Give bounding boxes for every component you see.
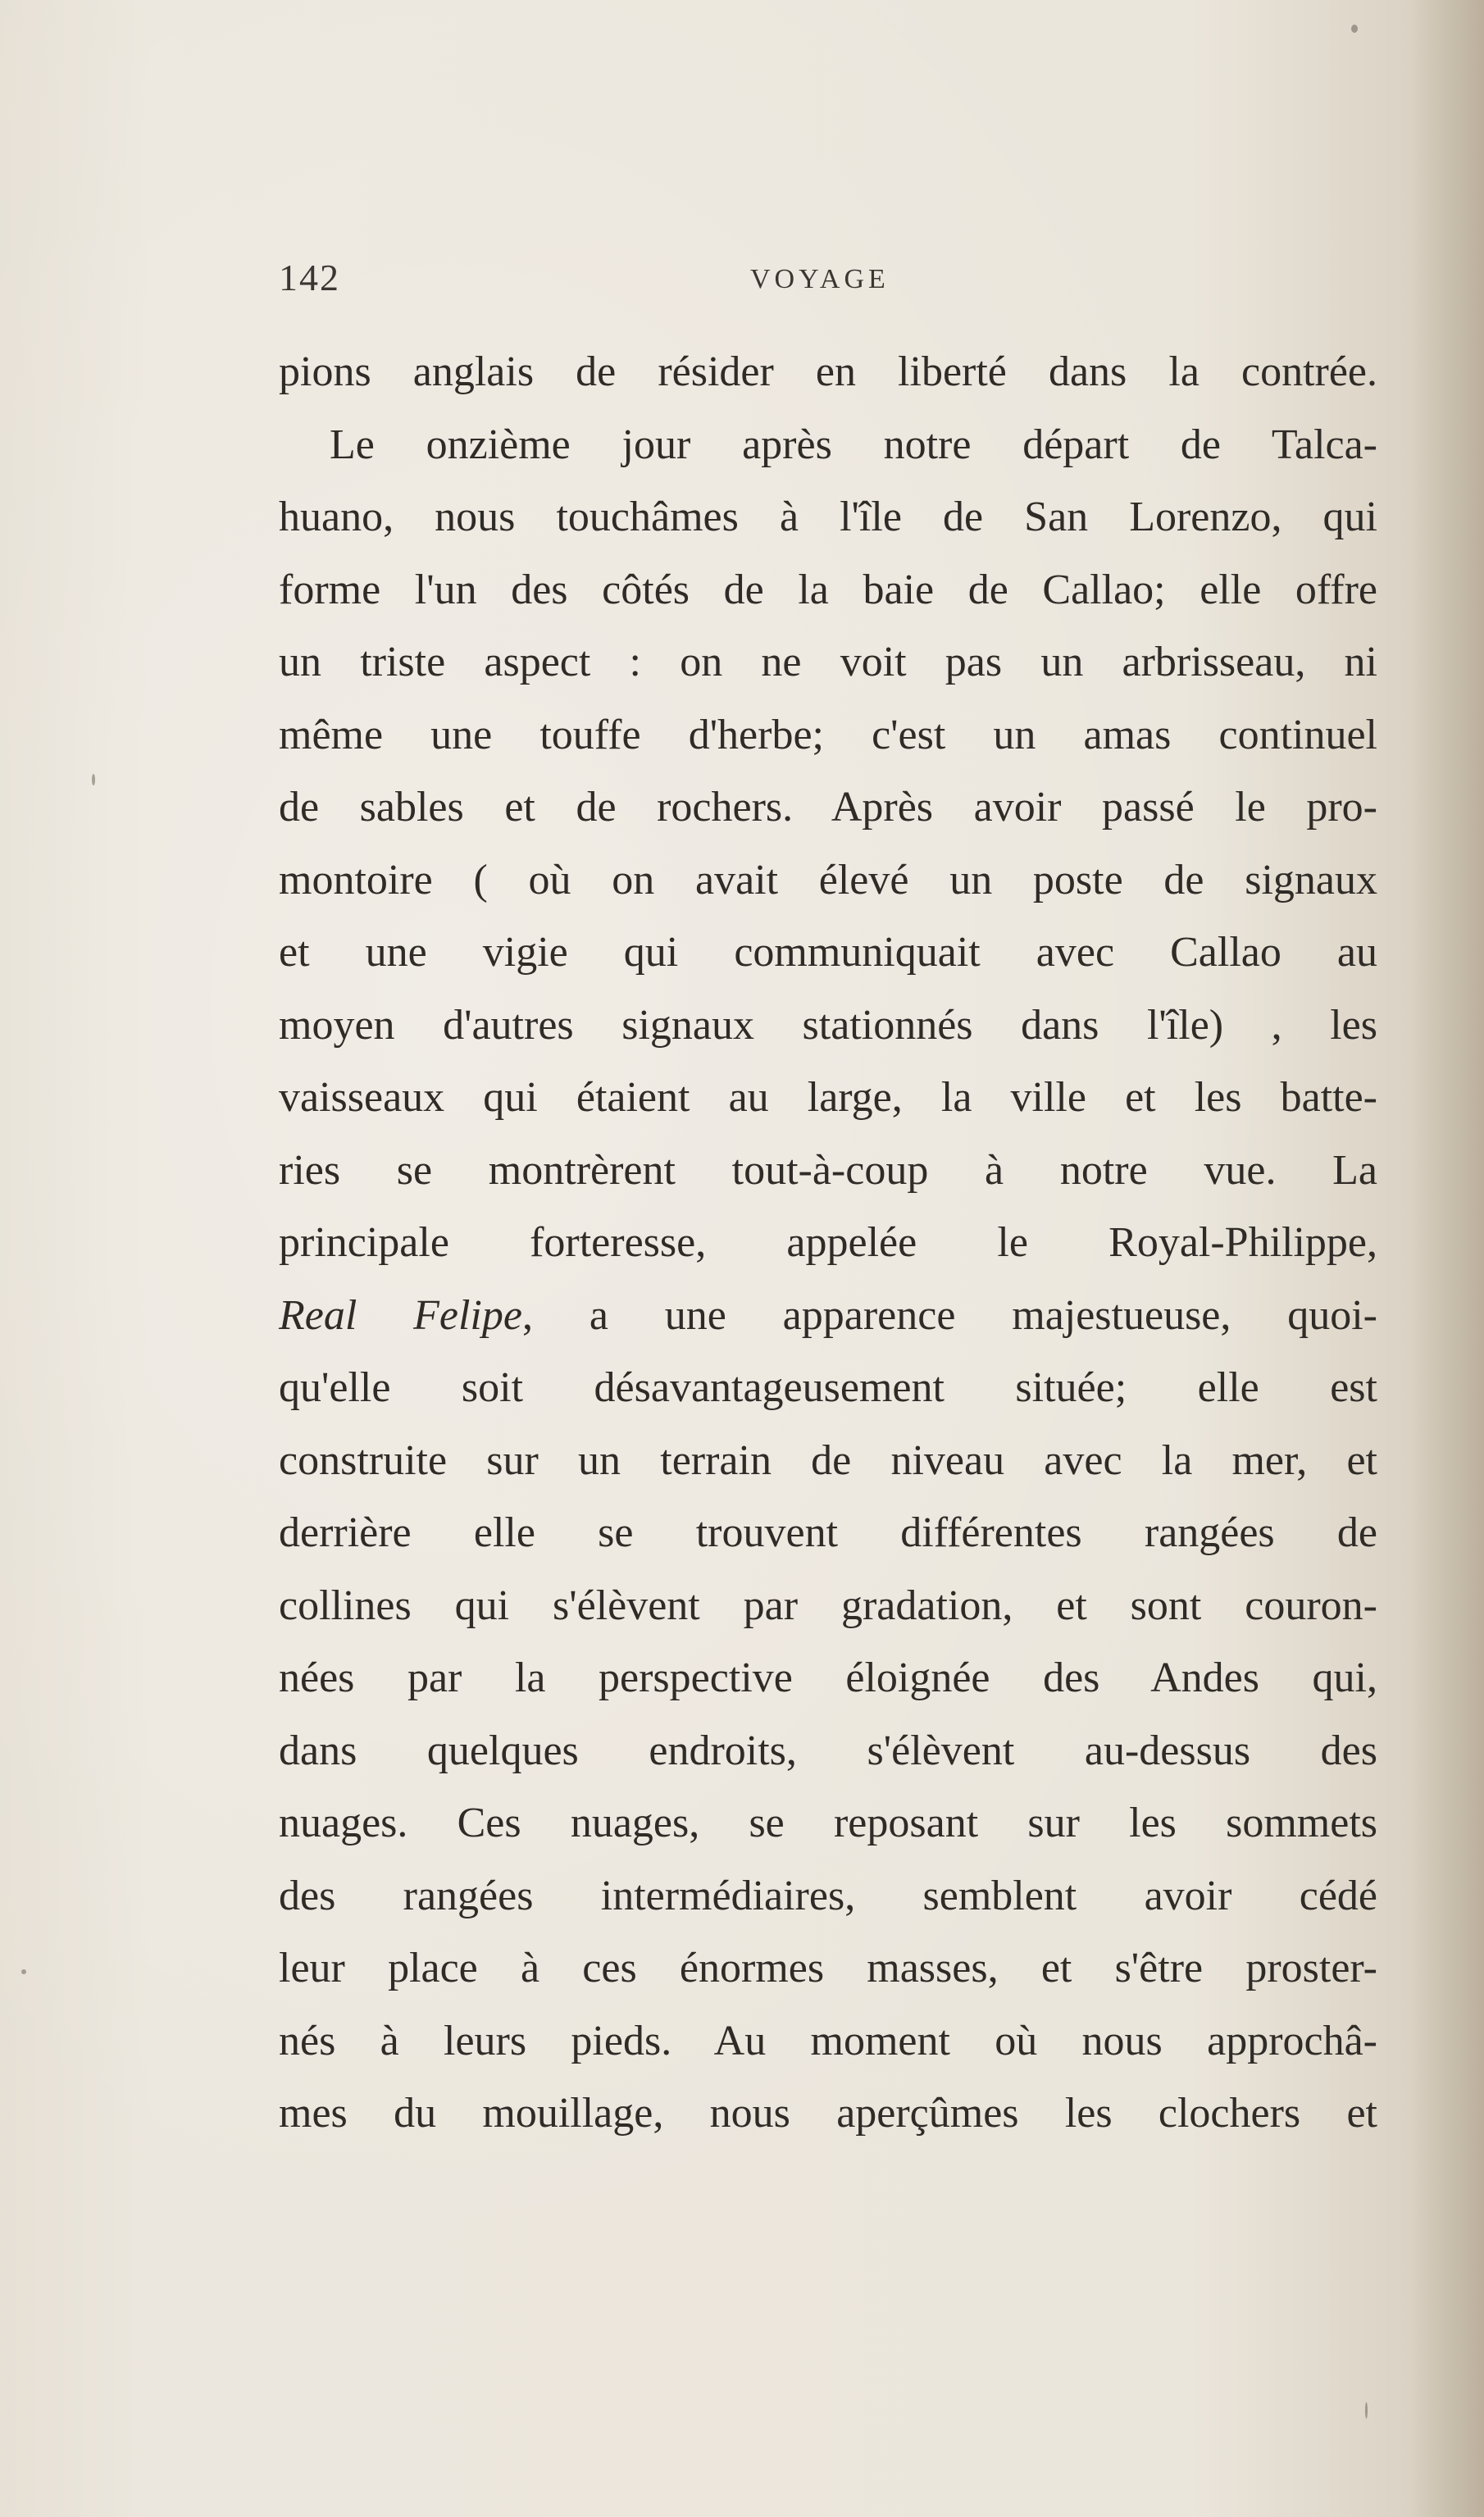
text-line [279,1570,1377,1643]
text-line [279,336,1377,409]
text-run: forme l'un des côtés de la baie de Callao; elle offre [279,566,1377,613]
running-title: VOYAGE [750,264,890,294]
text-line [279,1497,1377,1570]
text-line [279,1062,1377,1135]
text-run: nés à leurs pieds. Au moment où nous approchâ- [279,2017,1377,2064]
text-line [279,699,1377,772]
paper-speck [1351,25,1358,33]
text-line [279,1715,1377,1788]
italic-text: Real Felipe [279,1291,522,1339]
text-run: , a une apparence majestueuse, quoi- [521,1291,1378,1339]
text-run: dans quelques endroits, s'élèvent au-dessus des [279,1727,1377,1774]
text-run: pions anglais de résider en liberté dans la contrée. [279,348,1377,395]
text-run: leur place à ces énormes masses, et s'être proster- [279,1945,1377,1991]
text-run: qu'elle soit désavantageusement située; elle est [279,1364,1377,1411]
text-line [279,481,1377,554]
text-line [279,1207,1377,1280]
text-line [279,1642,1377,1715]
text-run: Le onzième jour après notre départ de Talca- [330,421,1377,468]
text-run: de sables et de rochers. Après avoir passé le pro- [279,784,1377,831]
text-run: et une vigie qui communiquait avec Callao au [279,929,1377,976]
text-run: des rangées intermédiaires, semblent avoir cédé [279,1872,1377,1919]
text-line [279,1135,1377,1208]
text-run: nuages. Ces nuages, se reposant sur les sommets [279,1800,1377,1846]
paper-speck [92,774,95,785]
text-line [279,409,1377,482]
text-line [279,917,1377,990]
text-run: ries se montrèrent tout-à-coup à notre vue. La [279,1146,1377,1194]
text-run: même une touffe d'herbe; c'est un amas continuel [279,711,1377,758]
text-run: vaisseaux qui étaient au large, la ville et les batte- [279,1074,1377,1121]
text-run: huano, nous touchâmes à l'île de San Lorenzo, qui [279,494,1377,540]
text-line [279,1787,1377,1860]
text-line [279,1425,1377,1498]
text-line [279,990,1377,1063]
text-line [279,1860,1377,1933]
text-run: construite sur un terrain de niveau avec la mer, et [279,1436,1377,1484]
text-line [279,844,1377,917]
text-run: mes du mouillage, nous aperçûmes les clochers et [279,2090,1377,2137]
text-run: principale forteresse, appelée le Royal-Philippe, [279,1219,1377,1266]
text-run: nées par la perspective éloignée des Andes qui, [279,1654,1377,1701]
paper-speck [1365,2402,1368,2419]
body-text [279,336,1377,2151]
text-run: un triste aspect : on ne voit pas un arbrisseau, ni [279,639,1377,685]
page-header [279,256,1377,305]
paper-speck [21,1969,26,1974]
page-number: 142 [279,257,340,298]
text-run: derrière elle se trouvent différentes rangées de [279,1509,1377,1556]
text-line [279,1352,1377,1425]
text-line [279,1932,1377,2005]
text-line [279,1280,1377,1353]
text-line [279,554,1377,627]
text-line [279,2005,1377,2078]
text-run: collines qui s'élèvent par gradation, et sont couron- [279,1582,1377,1629]
page-edge-shadow [1410,0,1484,2517]
text-line [279,771,1377,844]
text-line [279,2078,1377,2151]
text-run: moyen d'autres signaux stationnés dans l'île) , les [279,1001,1377,1049]
text-run: montoire ( où on avait élevé un poste de signaux [279,856,1377,903]
text-line [279,626,1377,699]
